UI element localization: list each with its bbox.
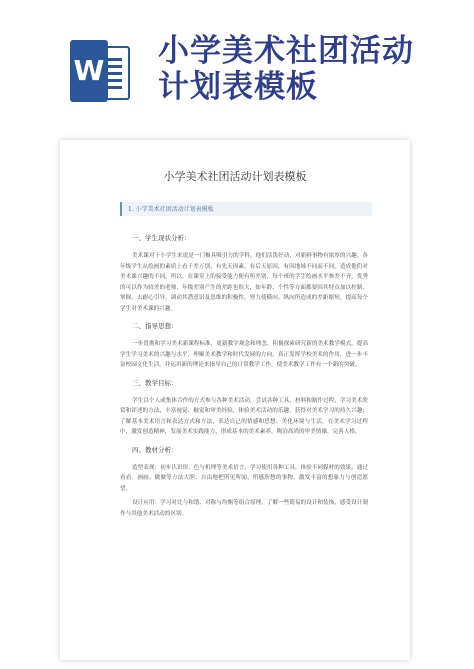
paragraph: 造型表现：初步认识形、色与机理等美术语言，学习使用各种工具，体验不同媒材的效果，通过看看、画画、做做等方法大胆、自由地把所见所闻、所感所想的事物，激发丰富的想象力与创造愿望。 — [120, 464, 368, 492]
document-body — [120, 234, 368, 527]
document-page — [60, 140, 410, 660]
section-heading: 一、学生现状分析： — [132, 234, 191, 242]
banner-title-line1: 小学美术社团活动 — [158, 33, 414, 69]
section-heading: 四、教材分析： — [132, 445, 178, 454]
banner-title-line2: 计划表模板 — [158, 69, 318, 105]
title-banner — [0, 0, 474, 120]
paragraph: 一步贯彻和学习美术新课程标准，更新教学观念和理念，积极探索研究新的美术教学模式，提高学生学习美术的兴趣与水平，理顺美术教学和时代发展的方向，真正发挥学校美术的作用，进一步丰富校园文化生活，并运用新的理论来指导自己的日常教学工作，使美术教学工作有一个新的突破。 — [120, 341, 368, 368]
paragraph: 学生以个人或集体合作的方式参与各种美术活动，尝试各种工具、材料和制作过程，学习美术欣赏和评述的方法，丰富视觉、触觉和审美经验，体验美术活动的乐趣，获得对美术学习的持久兴趣；了解基本美术语言和表达方式和方法，表达自己的情感和思想。美化环境与生活，在美术学习过程中，激发创造精神，发展美术实践能力，形成基本的美术素养，陶冶高尚的审美情操，完善人格。 — [120, 397, 368, 435]
section-heading: 二、指导思想： — [132, 322, 178, 330]
paragraph: 美术课对于小学生来说是一门极具吸引力的学科，他们活泼好动，对新鲜事物有浓厚的兴趣。各年级学生从绘画的素质上看千差万别，有先天因素，有后天原因，有因地域不同而不同，造成他们对美术课兴趣的不同。所以，在课堂上的接受能力便有所差别，每个班的学生绘画水平参差不齐，优秀的可以作为较差的老师，年级差别产生的差距也很大，如年龄、个性等方面都要因其特点加以控制、掌握，去耐心引导，调动其潜意识及思维的积极性，努力使横向、纵向所造成的差距缩短，提高每个学生对美术课的兴趣。 — [120, 253, 368, 312]
document-title: 小学美术社团活动计划表模板 — [163, 170, 307, 183]
section-label-bar — [120, 202, 372, 216]
section-heading: 三、教学目标： — [132, 378, 178, 387]
section-label: 1. 小学美术社团活动计划表模板 — [128, 206, 214, 213]
banner-title — [158, 33, 458, 105]
word-icon-letter: W — [70, 40, 108, 102]
paragraph: 设计应用：学习对比与和谐、对称与均衡等组合原理，了解一些简易的设计和装饰，感受设计制作与其他美术活动的区别。 — [120, 500, 368, 517]
word-icon — [70, 40, 128, 102]
